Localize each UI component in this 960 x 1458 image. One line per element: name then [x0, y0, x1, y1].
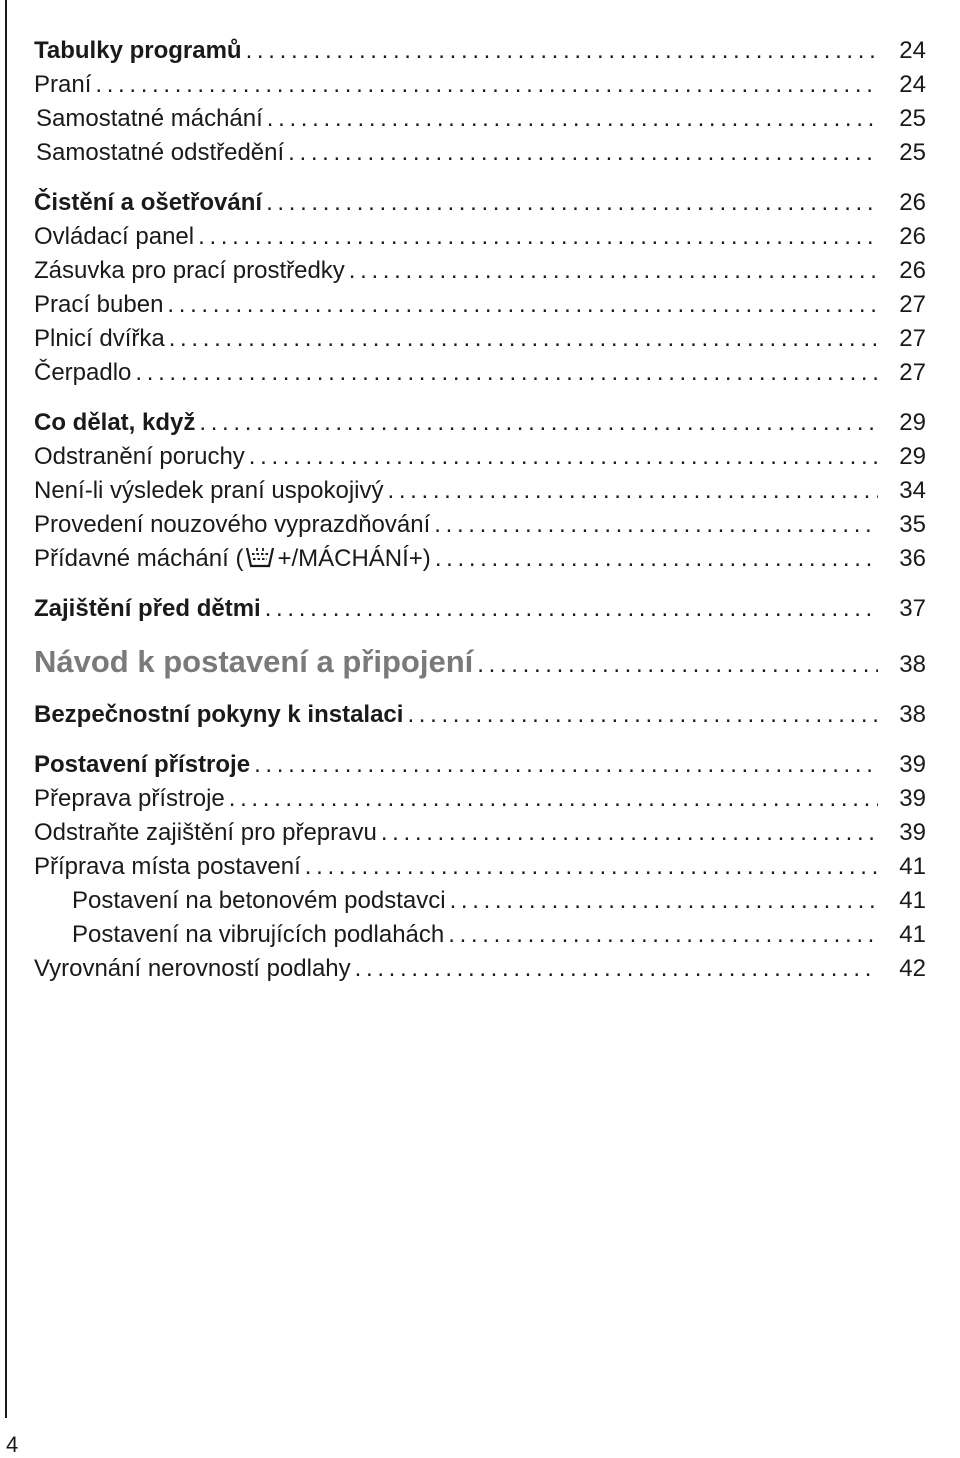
toc-entry-title: Zajištění před dětmi: [34, 595, 261, 622]
toc-entry-page: 34: [899, 477, 926, 504]
toc-entry-page: 39: [899, 785, 926, 812]
toc-leader-dots: [448, 918, 878, 952]
toc-leader-dots: [266, 186, 878, 220]
toc-entry-page: 26: [899, 189, 926, 216]
toc-leader-dots: [355, 952, 878, 986]
toc-leader-dots: [267, 102, 878, 136]
page-number: 4: [6, 1432, 19, 1457]
toc-entry-sub[interactable]: [34, 918, 926, 952]
toc-entry[interactable]: [34, 220, 926, 254]
toc-leader-dots: [477, 645, 878, 685]
toc-entry-page: 41: [899, 887, 926, 914]
toc-entry[interactable]: [34, 542, 926, 576]
toc-leader-dots: [249, 440, 878, 474]
toc-entry-heading[interactable]: [34, 34, 926, 68]
toc-entry-title: Není-li výsledek praní uspokojivý: [34, 477, 384, 504]
toc-leader-dots: [288, 136, 878, 170]
toc-section-heading[interactable]: [34, 642, 926, 682]
toc-entry-heading[interactable]: [34, 406, 926, 440]
toc-leader-dots: [246, 34, 878, 68]
toc-entry-page: 26: [899, 223, 926, 250]
toc-entry-page: 27: [899, 325, 926, 352]
toc-leader-dots: [381, 816, 878, 850]
toc-entry[interactable]: [34, 356, 926, 390]
toc-entry-title: Odstraňte zajištění pro přepravu: [34, 819, 377, 846]
toc-entry[interactable]: [34, 322, 926, 356]
toc-entry[interactable]: [34, 288, 926, 322]
toc-entry[interactable]: [34, 508, 926, 542]
toc-entry-heading[interactable]: [34, 186, 926, 220]
toc-entry-page: 42: [899, 955, 926, 982]
toc-entry-title: Odstranění poruchy: [34, 443, 245, 470]
toc-entry-page: 41: [899, 853, 926, 880]
toc-entry[interactable]: [34, 68, 926, 102]
toc-entry-page: 38: [899, 701, 926, 728]
toc-entry-title: Přeprava přístroje: [34, 785, 225, 812]
toc-entry-title: Čistění a ošetřování: [34, 189, 263, 216]
toc-leader-dots: [388, 474, 879, 508]
toc-entry-page: 29: [899, 409, 926, 436]
toc-entry-title: Ovládací panel: [34, 223, 195, 250]
toc-entry[interactable]: [34, 850, 926, 884]
toc-leader-dots: [265, 592, 878, 626]
toc-entry-title-suffix: +/MÁCHÁNÍ+): [277, 545, 431, 572]
toc-entry-title: Vyrovnání nerovností podlahy: [34, 955, 351, 982]
toc-leader-dots: [434, 508, 878, 542]
toc-entry-title: Čerpadlo: [34, 359, 132, 386]
toc-leader-dots: [229, 782, 878, 816]
toc-entry[interactable]: [34, 136, 926, 170]
toc-entry-title: Provedení nouzového vyprazdňování: [34, 511, 431, 538]
table-of-contents: [34, 34, 926, 986]
toc-entry[interactable]: [34, 474, 926, 508]
toc-entry-title: Plnicí dvířka: [34, 325, 165, 352]
toc-entry-title: Praní: [34, 71, 92, 98]
toc-entry[interactable]: [34, 952, 926, 986]
toc-leader-dots: [435, 542, 878, 576]
toc-leader-dots: [407, 698, 878, 732]
toc-entry-title: Příprava místa postavení: [34, 853, 301, 880]
toc-leader-dots: [135, 356, 878, 390]
toc-entry-title: Samostatné odstředění: [36, 139, 285, 166]
toc-entry-page: 27: [899, 359, 926, 386]
toc-entry[interactable]: [34, 254, 926, 288]
toc-leader-dots: [305, 850, 878, 884]
toc-entry[interactable]: [34, 816, 926, 850]
toc-entry-page: 24: [899, 71, 926, 98]
toc-leader-dots: [95, 68, 878, 102]
toc-entry-title: Bezpečnostní pokyny k instalaci: [34, 701, 404, 728]
toc-entry-heading[interactable]: [34, 592, 926, 626]
toc-entry-page: 24: [899, 37, 926, 64]
toc-entry-heading[interactable]: [34, 748, 926, 782]
toc-entry[interactable]: [34, 102, 926, 136]
toc-entry-page: 29: [899, 443, 926, 470]
rinse-icon: [245, 545, 275, 569]
toc-entry-title: Prací buben: [34, 291, 164, 318]
toc-entry-title: Co dělat, když: [34, 409, 196, 436]
toc-entry-title: Postavení na betonovém podstavci: [72, 887, 446, 914]
toc-leader-dots: [349, 254, 878, 288]
toc-leader-dots: [450, 884, 878, 918]
toc-entry-page: 39: [899, 819, 926, 846]
toc-entry-page: 39: [899, 751, 926, 778]
toc-leader-dots: [167, 288, 878, 322]
toc-entry-page: 38: [899, 651, 926, 678]
toc-entry-sub[interactable]: [34, 884, 926, 918]
toc-leader-dots: [199, 406, 878, 440]
toc-entry-title: Samostatné máchání: [36, 105, 263, 132]
toc-entry-title: Tabulky programů: [34, 37, 242, 64]
toc-entry-title-prefix: Přídavné máchání (: [34, 545, 244, 572]
toc-entry-title: Postavení přístroje: [34, 751, 251, 778]
toc-entry-title: [34, 542, 435, 576]
toc-entry-page: 25: [899, 139, 926, 166]
toc-leader-dots: [169, 322, 878, 356]
toc-entry-title: Zásuvka pro prací prostředky: [34, 257, 345, 284]
left-margin-rule: [5, 0, 7, 1418]
toc-entry[interactable]: [34, 440, 926, 474]
toc-entry-page: 35: [899, 511, 926, 538]
toc-entry-title: Postavení na vibrujících podlahách: [72, 921, 445, 948]
toc-section-title: Návod k postavení a připojení: [34, 644, 474, 679]
toc-entry-page: 41: [899, 921, 926, 948]
toc-entry-page: 37: [899, 595, 926, 622]
toc-entry-page: 27: [899, 291, 926, 318]
toc-leader-dots: [254, 748, 878, 782]
toc-entry-page: 36: [899, 545, 926, 572]
toc-leader-dots: [198, 220, 878, 254]
toc-entry-page: 25: [899, 105, 926, 132]
toc-entry-page: 26: [899, 257, 926, 284]
toc-entry-heading[interactable]: [34, 698, 926, 732]
toc-entry[interactable]: [34, 782, 926, 816]
